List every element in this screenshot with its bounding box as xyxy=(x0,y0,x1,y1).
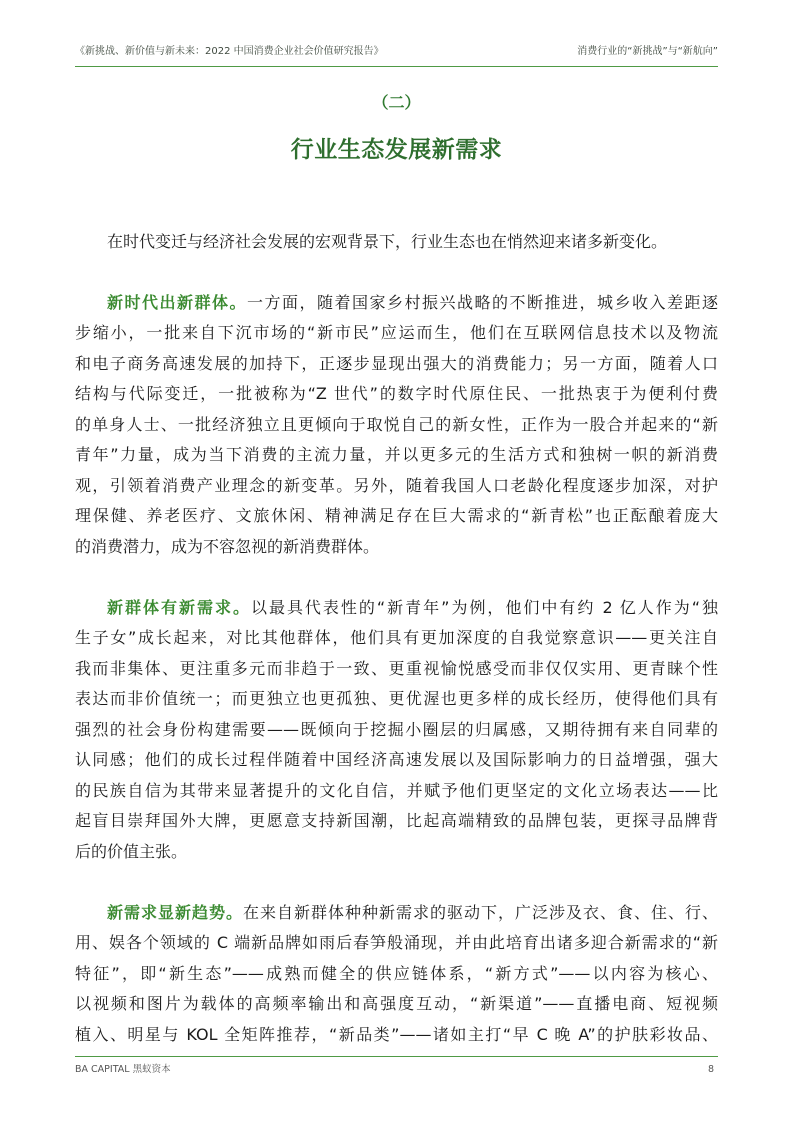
paragraph-lead: 新群体有新需求。 xyxy=(107,597,251,617)
paragraph-line: 步缩小，一批来自下沉市场的“新市民”应运而生，他们在互联网信息技术以及物流 xyxy=(75,323,718,343)
footer-brand: BA CAPITAL 黑蚁资本 xyxy=(75,1064,171,1075)
paragraph-lead: 新时代出新群体。 xyxy=(107,292,247,312)
page-number: 8 xyxy=(707,1064,714,1075)
chapter-title-header: 消费行业的“新挑战”与“新航向” xyxy=(577,46,718,57)
paragraph-line xyxy=(75,898,718,929)
paragraph-line: 认同感；他们的成长过程伴随着中国经济高速发展以及国际影响力的日益增强，强大 xyxy=(75,750,718,770)
paragraph-line: 特征”，即“新生态”——成熟而健全的供应链体系，“新方式”——以内容为核心、 xyxy=(75,963,718,983)
section-number: （二） xyxy=(372,93,421,112)
header-divider xyxy=(75,66,718,67)
running-header xyxy=(75,44,718,60)
paragraph-line: 结构与代际变迁，一批被称为“Z 世代”的数字时代原住民、一批热衷于为便利付费 xyxy=(75,384,718,404)
paragraph-line: 强烈的社会身份构建需要——既倾向于挖掘小圈层的归属感，又期待拥有来自同辈的 xyxy=(75,719,718,739)
paragraph-line: 我而非集体、更注重多元而非趋于一致、更重视愉悦感受而非仅仅实用、更青睐个性 xyxy=(75,658,718,678)
paragraph-new-trends xyxy=(75,898,718,1051)
paragraph-line: 的单身人士、一批经济独立且更倾向于取悦自己的新女性，正作为一股合并起来的“新 xyxy=(75,414,718,434)
paragraph-line: 表达而非价值统一；而更独立也更孤独、更优渥也更多样的成长经历，使得他们具有 xyxy=(75,689,718,709)
footer-divider xyxy=(75,1056,718,1057)
paragraph-line: 起盲目崇拜国外大牌，更愿意支持新国潮，比起高端精致的品牌包装，更探寻品牌背 xyxy=(75,811,718,831)
paragraph-line: 理保健、养老医疗、文旅休闲、精神满足存在巨大需求的“新青松”也正酝酿着庞大 xyxy=(75,506,718,526)
paragraph-line: 和电子商务高速发展的加持下，正逐步显现出强大的消费能力；另一方面，随着人口 xyxy=(75,353,718,373)
running-footer xyxy=(75,1063,718,1077)
paragraph-line: 以视频和图片为载体的高频率输出和高强度互动，“新渠道”——直播电商、短视频 xyxy=(75,994,718,1014)
paragraph-line-text: 一方面，随着国家乡村振兴战略的不断推进，城乡收入差距逐 xyxy=(247,292,718,312)
paragraph-line-text: 以最具代表性的“新青年”为例，他们中有约 2 亿人作为“独 xyxy=(250,597,718,617)
paragraph-lead: 新需求显新趋势。 xyxy=(107,902,243,922)
paragraph-line: 的民族自信为其带来显著提升的文化自信，并赋予他们更坚定的文化立场表达——比 xyxy=(75,780,718,800)
body-text xyxy=(75,227,718,1081)
intro-paragraph: 在时代变迁与经济社会发展的宏观背景下，行业生态也在悄然迎来诸多新变化。 xyxy=(107,231,668,251)
paragraph-line: 青年”力量，成为当下消费的主流力量，并以更多元的生活方式和独树一帜的新消费 xyxy=(75,445,718,465)
paragraph-line: 植入、明星与 KOL 全矩阵推荐，“新品类”——诸如主打“早 C 晚 A”的护肤彩妆品、 xyxy=(75,1024,718,1044)
section-title: 行业生态发展新需求 xyxy=(290,137,503,163)
paragraph-new-needs xyxy=(75,593,718,868)
paragraph-line: 观，引领着消费产业理念的新变革。另外，随着我国人口老龄化程度逐步加深，对护 xyxy=(75,475,718,495)
paragraph-line: 的消费潜力，成为不容忽视的新消费群体。 xyxy=(75,536,380,556)
paragraph-line xyxy=(75,593,718,624)
report-title-header: 《新挑战、新价值与新未来：2022 中国消费企业社会价值研究报告》 xyxy=(75,46,384,57)
paragraph-line xyxy=(75,288,718,319)
paragraph-line: 生子女”成长起来，对比其他群体，他们具有更加深度的自我觉察意识——更关注自 xyxy=(75,628,718,648)
paragraph-line: 用、娱各个领域的 C 端新品牌如雨后春笋般涌现，并由此培育出诸多迎合新需求的“新 xyxy=(75,933,718,953)
paragraph-new-groups xyxy=(75,288,718,563)
paragraph-line: 后的价值主张。 xyxy=(75,841,188,861)
paragraph-line-text: 在来自新群体种种新需求的驱动下，广泛涉及衣、食、住、行、 xyxy=(243,902,718,922)
